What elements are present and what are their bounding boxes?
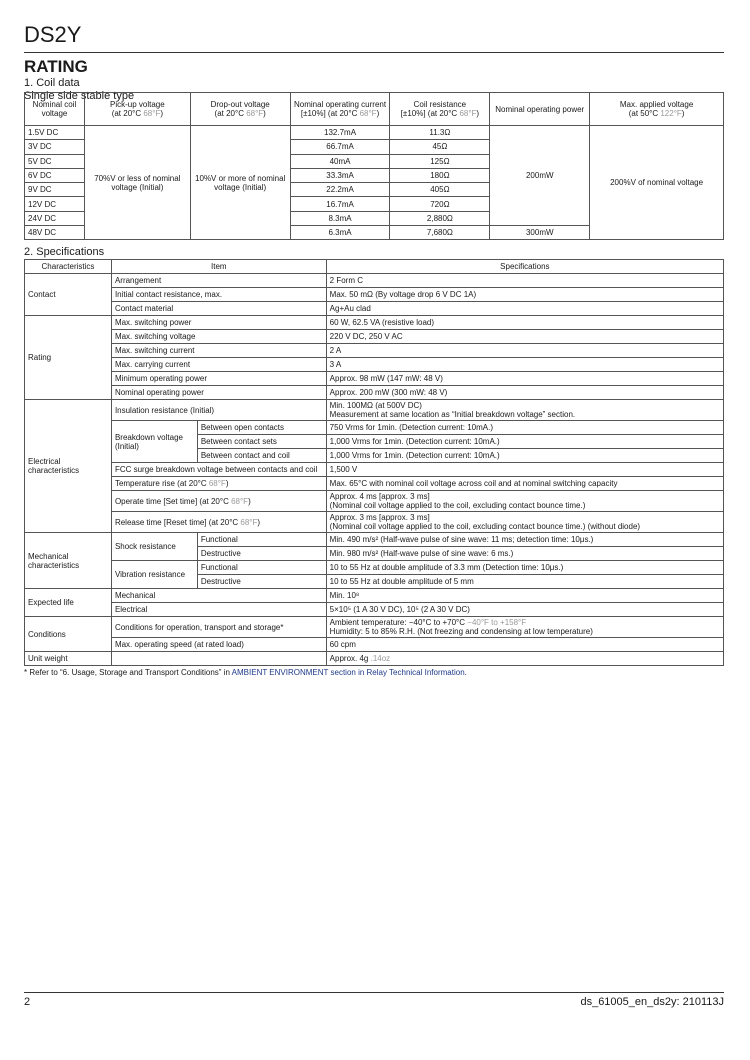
coil-resistance: 405Ω <box>390 183 490 197</box>
spec-subitem: Destructive <box>197 547 326 561</box>
spec-value: Approx. 200 mW (300 mW: 48 V) <box>326 386 723 400</box>
spec-row <box>25 638 724 652</box>
spec-subitem: Between contact and coil <box>197 449 326 463</box>
coil-voltage: 6V DC <box>25 168 85 182</box>
th-max-label: Max. applied voltage <box>619 100 694 109</box>
footnote <box>24 668 724 677</box>
humidity-value: Humidity: 5 to 85% R.H. (Not freezing and condensing at low temperature) <box>329 627 593 637</box>
spec-value: 10 to 55 Hz at double amplitude of 3.3 mm (Detection time: 10μs.) <box>326 561 723 575</box>
spec-item: Max. switching current <box>111 344 326 358</box>
operate-f: 68°F <box>231 496 249 506</box>
spec-item: Max. operating speed (at rated load) <box>111 638 326 652</box>
specifications-table <box>24 259 724 666</box>
spec-row <box>25 358 724 372</box>
specifications-heading: 2. Specifications <box>24 246 105 259</box>
spec-value: Min. 490 m/s² (Half-wave pulse of sine wave: 11 ms; detection time: 10μs.) <box>326 533 723 547</box>
th-resistance: Coil resistance [±10%] (at 20°C 68°F) <box>390 93 490 126</box>
spec-item-shock: Shock resistance <box>111 533 197 561</box>
spec-value: Ag+Au clad <box>326 302 723 316</box>
spec-row <box>25 491 724 512</box>
th-power: Nominal operating power <box>490 93 590 126</box>
temp-f: 68°F <box>208 479 226 489</box>
release-label: Release time [Reset time] (at 20°C <box>114 517 241 527</box>
spec-row <box>25 302 724 316</box>
spec-row <box>25 400 724 421</box>
max-value: 200%V of nominal voltage <box>590 126 724 240</box>
spec-row <box>25 288 724 302</box>
th-nominal-voltage: Nominal coil voltage <box>25 93 85 126</box>
th-current-temp: [±10%] (at 20°C <box>300 109 360 118</box>
spec-row <box>25 386 724 400</box>
coil-resistance: 720Ω <box>390 197 490 211</box>
coil-current: 40mA <box>290 154 390 168</box>
coil-data-table <box>24 92 724 240</box>
coil-voltage: 9V DC <box>25 183 85 197</box>
spec-subitem: Destructive <box>197 575 326 589</box>
weight-oz: .14oz <box>370 654 391 664</box>
ambient-value: Ambient temperature: −40°C to +70°C <box>329 618 468 628</box>
th-max: Max. applied voltage (at 50°C 122°F) <box>590 93 724 126</box>
th-current-label: Nominal operating current <box>294 100 387 109</box>
spec-value <box>326 491 723 512</box>
spec-value: 10 to 55 Hz at double amplitude of 5 mm <box>326 575 723 589</box>
th-resistance-f: 68°F <box>459 109 477 118</box>
insulation-value: Min. 100MΩ (at 500V DC) <box>329 401 422 411</box>
group-conditions: Conditions <box>25 617 112 652</box>
th-max-f: 122°F <box>660 109 682 118</box>
spec-value: Approx. 98 mW (147 mW: 48 V) <box>326 372 723 386</box>
spec-item-empty <box>111 652 326 666</box>
group-rating: Rating <box>25 316 112 400</box>
spec-row <box>25 421 724 435</box>
spec-value: Max. 65°C with nominal coil voltage across coil and at nominal switching capacity <box>326 477 723 491</box>
group-unit-weight: Unit weight <box>25 652 112 666</box>
coil-row <box>25 126 724 140</box>
spec-row <box>25 316 724 330</box>
th-dropout: Drop-out voltage (at 20°C 68°F) <box>190 93 290 126</box>
spec-value: 750 Vrms for 1min. (Detection current: 10mA.) <box>326 421 723 435</box>
coil-resistance: 7,680Ω <box>390 226 490 240</box>
document-id: ds_61005_en_ds2y: 210113J <box>580 996 724 1008</box>
spec-value: Min. 980 m/s² (Half-wave pulse of sine wave: 6 ms.) <box>326 547 723 561</box>
ambient-f: −40°F to +158°F <box>467 618 527 628</box>
th-dropout-f: 68°F <box>246 109 264 118</box>
spec-value <box>326 617 723 638</box>
spec-row <box>25 561 724 575</box>
spec-item: FCC surge breakdown voltage between contacts and coil <box>111 463 326 477</box>
spec-subitem: Functional <box>197 533 326 547</box>
spec-value <box>326 512 723 533</box>
spec-value: 2 Form C <box>326 274 723 288</box>
page-number: 2 <box>24 996 31 1008</box>
coil-resistance: 125Ω <box>390 154 490 168</box>
spec-value: 60 cpm <box>326 638 723 652</box>
spec-row <box>25 512 724 533</box>
spec-item: Minimum operating power <box>111 372 326 386</box>
coil-current: 16.7mA <box>290 197 390 211</box>
coil-voltage: 24V DC <box>25 211 85 225</box>
section-title: RATING <box>24 57 88 76</box>
spec-row <box>25 617 724 638</box>
spec-value: 1,000 Vrms for 1min. (Detection current: 10mA.) <box>326 449 723 463</box>
spec-row <box>25 372 724 386</box>
coil-voltage: 48V DC <box>25 226 85 240</box>
th-pickup-f: 68°F <box>143 109 161 118</box>
operate-value: Approx. 4 ms [approx. 3 ms] <box>329 492 430 502</box>
spec-row <box>25 274 724 288</box>
power-value: 200mW <box>490 126 590 226</box>
th-dropout-temp: (at 20°C <box>214 109 247 118</box>
spec-value: 5×10⁵ (1 A 30 V DC), 10⁵ (2 A 30 V DC) <box>326 603 723 617</box>
th-specifications: Specifications <box>326 260 723 274</box>
spec-item: Initial contact resistance, max. <box>111 288 326 302</box>
coil-current: 8.3mA <box>290 211 390 225</box>
operate-note: (Nominal coil voltage applied to the coil, excluding contact bounce time.) <box>329 501 586 511</box>
ambient-environment-link[interactable]: AMBIENT ENVIRONMENT section in Relay Technical Information <box>231 668 465 678</box>
spec-row <box>25 603 724 617</box>
th-dropout-label: Drop-out voltage <box>210 100 270 109</box>
spec-item-breakdown: Breakdown voltage (Initial) <box>111 421 197 463</box>
spec-value: Max. 50 mΩ (By voltage drop 6 V DC 1A) <box>326 288 723 302</box>
coil-resistance: 45Ω <box>390 140 490 154</box>
coil-resistance: 11.3Ω <box>390 126 490 140</box>
spec-value <box>326 400 723 421</box>
coil-current: 132.7mA <box>290 126 390 140</box>
th-max-temp: (at 50°C <box>628 109 661 118</box>
group-expected-life: Expected life <box>25 589 112 617</box>
spec-value: 220 V DC, 250 V AC <box>326 330 723 344</box>
spec-subitem: Functional <box>197 561 326 575</box>
spec-item: Operate time [Set time] (at 20°C 68°F) <box>111 491 326 512</box>
spec-subitem: Between open contacts <box>197 421 326 435</box>
coil-voltage: 3V DC <box>25 140 85 154</box>
group-mechanical: Mechanical characteristics <box>25 533 112 589</box>
operate-label: Operate time [Set time] (at 20°C <box>114 496 232 506</box>
spec-row <box>25 652 724 666</box>
th-characteristics: Characteristics <box>25 260 112 274</box>
group-electrical: Electrical characteristics <box>25 400 112 533</box>
coil-current: 6.3mA <box>290 226 390 240</box>
page-footer <box>24 992 724 1008</box>
th-resistance-temp: [±10%] (at 20°C <box>400 109 460 118</box>
coil-current: 66.7mA <box>290 140 390 154</box>
th-current-f: 68°F <box>359 109 377 118</box>
spec-value: 1,500 V <box>326 463 723 477</box>
spec-item: Nominal operating power <box>111 386 326 400</box>
spec-row <box>25 330 724 344</box>
th-pickup-label: Pick-up voltage <box>110 100 165 109</box>
power-value-48v: 300mW <box>490 226 590 240</box>
coil-voltage: 5V DC <box>25 154 85 168</box>
th-item: Item <box>111 260 326 274</box>
spec-value: 1,000 Vrms for 1min. (Detection current: 10mA.) <box>326 435 723 449</box>
coil-voltage: 12V DC <box>25 197 85 211</box>
coil-voltage: 1.5V DC <box>25 126 85 140</box>
spec-item: Temperature rise (at 20°C 68°F) <box>111 477 326 491</box>
coil-header-row <box>25 93 724 126</box>
coil-resistance: 180Ω <box>390 168 490 182</box>
spec-item: Contact material <box>111 302 326 316</box>
weight-value: Approx. 4g <box>329 654 371 664</box>
coil-data-heading: 1. Coil data <box>24 77 80 89</box>
spec-value <box>326 652 723 666</box>
spec-row <box>25 344 724 358</box>
content <box>24 92 724 677</box>
pickup-value: 70%V or less of nominal voltage (Initial) <box>84 126 190 240</box>
coil-current: 33.3mA <box>290 168 390 182</box>
insulation-note: Measurement at same location as “Initial breakdown voltage” section. <box>329 410 576 420</box>
spec-item: Max. switching voltage <box>111 330 326 344</box>
th-pickup: Pick-up voltage (at 20°C 68°F) <box>84 93 190 126</box>
dropout-value: 10%V or more of nominal voltage (Initial) <box>190 126 290 240</box>
page-header <box>24 22 724 103</box>
spec-item: Insulation resistance (Initial) <box>111 400 326 421</box>
spec-item-vibration: Vibration resistance <box>111 561 197 589</box>
release-value: Approx. 3 ms [approx. 3 ms] <box>329 513 430 523</box>
th-resistance-label: Coil resistance <box>413 100 467 109</box>
spec-item: Max. switching power <box>111 316 326 330</box>
spec-item: Max. carrying current <box>111 358 326 372</box>
spec-item: Conditions for operation, transport and storage* <box>111 617 326 638</box>
coil-type-heading: Single side stable type <box>24 90 135 102</box>
spec-value: 60 W, 62.5 VA (resistive load) <box>326 316 723 330</box>
spec-value: 2 A <box>326 344 723 358</box>
spec-item: Release time [Reset time] (at 20°C 68°F) <box>111 512 326 533</box>
coil-resistance: 2,880Ω <box>390 211 490 225</box>
spec-item: Arrangement <box>111 274 326 288</box>
footnote-suffix: . <box>464 668 467 678</box>
spec-row <box>25 589 724 603</box>
coil-current: 22.2mA <box>290 183 390 197</box>
spec-subitem: Between contact sets <box>197 435 326 449</box>
product-title: DS2Y <box>24 22 724 53</box>
spec-row <box>25 477 724 491</box>
release-f: 68°F <box>240 517 258 527</box>
th-current: Nominal operating current [±10%] (at 20°C 68°F) <box>290 93 390 126</box>
spec-item: Electrical <box>111 603 326 617</box>
footnote-prefix: * Refer to “6. Usage, Storage and Transport Conditions” in <box>24 668 232 678</box>
spec-value: Min. 10⁸ <box>326 589 723 603</box>
spec-value: 3 A <box>326 358 723 372</box>
specs-header-row <box>25 260 724 274</box>
spec-row <box>25 533 724 547</box>
spec-row <box>25 463 724 477</box>
spec-item: Mechanical <box>111 589 326 603</box>
temp-label: Temperature rise (at 20°C <box>114 479 209 489</box>
group-contact: Contact <box>25 274 112 316</box>
release-note: (Nominal coil voltage applied to the coil, excluding contact bounce time.) (without diode) <box>329 522 641 532</box>
th-pickup-temp: (at 20°C <box>111 109 144 118</box>
